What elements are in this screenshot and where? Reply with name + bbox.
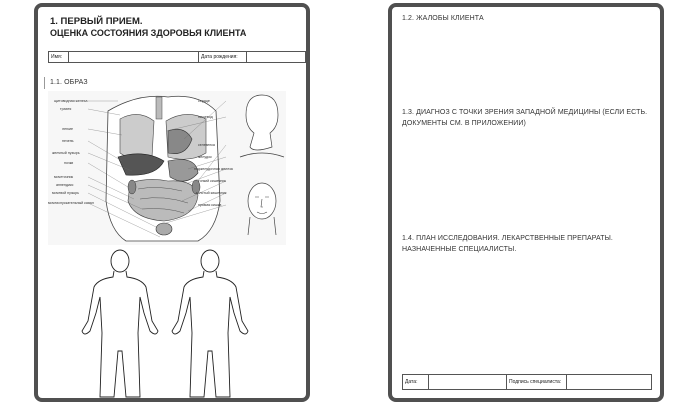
torso-organs-drawing — [48, 91, 286, 245]
label-bladder: мочевой пузырь — [52, 191, 79, 195]
form-page-2 — [388, 3, 664, 402]
label-kidneys: почки — [64, 161, 74, 165]
dob-field[interactable] — [247, 52, 305, 62]
page-title: 1. ПЕРВЫЙ ПРИЕМ. — [50, 16, 143, 27]
page-subtitle: ОЦЕНКА СОСТОЯНИЯ ЗДОРОВЬЯ КЛИЕНТА — [50, 28, 247, 38]
signature-field[interactable] — [567, 375, 651, 389]
name-field[interactable] — [69, 52, 199, 62]
label-trachea: трахея — [60, 107, 72, 111]
dob-label: Дата рождения: — [199, 52, 247, 62]
section-diagnosis-heading: 1.3. ДИАГНОЗ С ТОЧКИ ЗРЕНИЯ ЗАПАДНОЙ МЕДИЦИНЫ (ЕСЛИ ЕСТЬ. ДОКУМЕНТЫ СМ. В ПРИЛОЖЕНИИ) — [402, 109, 648, 127]
form-page-1 — [34, 3, 310, 402]
client-info-row — [48, 51, 306, 63]
label-esophagus: пищевод — [198, 115, 213, 119]
label-pancreas: поджелудочная железа — [194, 167, 233, 171]
label-gallbladder: желчный пузырь — [52, 151, 80, 155]
section-plan-heading: 1.4. ПЛАН ИССЛЕДОВАНИЯ. ЛЕКАРСТВЕННЫЕ ПРЕПАРАТЫ. НАЗНАЧЕННЫЕ СПЕЦИАЛИСТЫ. — [402, 235, 613, 253]
name-label: Имя: — [49, 52, 69, 62]
label-urethra: мочеиспускательный канал — [48, 201, 94, 205]
label-appendix: аппендикс — [56, 183, 74, 187]
label-thyroid: щитовидная железа — [54, 99, 88, 103]
label-spleen: селезенка — [198, 143, 215, 147]
body-outlines — [78, 247, 258, 401]
date-label: Дата: — [403, 375, 429, 389]
label-heart: сердце — [198, 99, 210, 103]
anatomy-illustration — [48, 91, 286, 245]
body-outline-drawing — [78, 247, 258, 401]
section-image-heading: 1.1. ОБРАЗ — [50, 79, 88, 86]
signature-row — [402, 374, 652, 390]
label-liver: печень — [62, 139, 74, 143]
section-complaints-heading: 1.2. ЖАЛОБЫ КЛИЕНТА — [402, 15, 484, 22]
label-stomach: желудок — [198, 155, 212, 159]
date-field[interactable] — [429, 375, 507, 389]
label-ureter: мочеточник — [54, 175, 74, 179]
label-large-intestine: толстый кишечник — [196, 191, 227, 195]
label-rectum: прямая кишка — [198, 203, 222, 207]
signature-label: Подпись специалиста: — [507, 375, 567, 389]
label-lungs: легкие — [62, 127, 73, 131]
label-small-intestine: тонкий кишечник — [198, 179, 226, 183]
